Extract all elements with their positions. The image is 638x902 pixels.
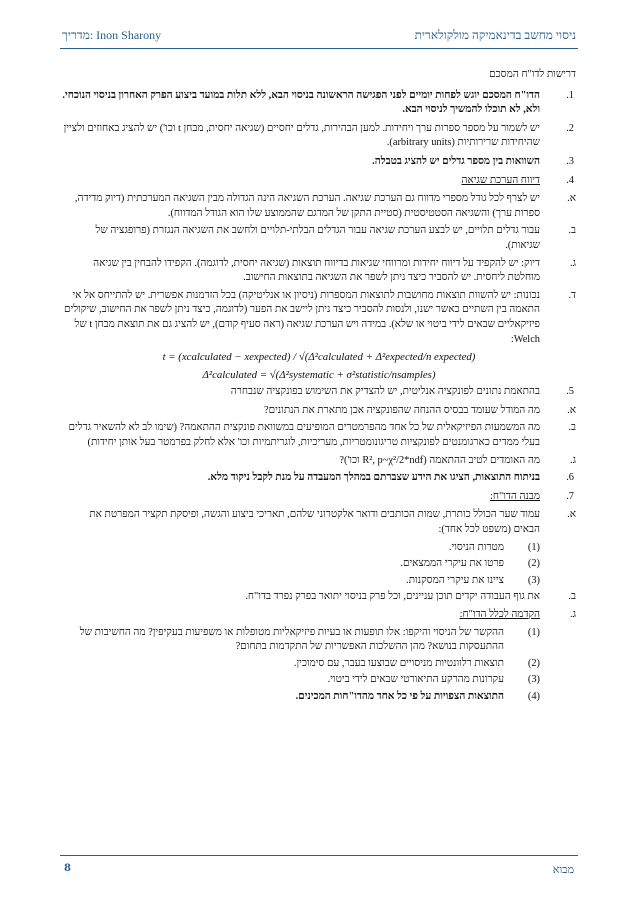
footer-divider bbox=[60, 855, 578, 856]
header-instructor: Inon Sharony :מדריך bbox=[62, 28, 162, 42]
formula-welch-t: t = (xcalculated − xexpected) / √(Δ²calculated + Δ²expected/n expected) bbox=[162, 351, 476, 364]
header-divider bbox=[60, 48, 578, 49]
item-number: 1. bbox=[566, 89, 574, 101]
sub-text: עבור גדלים תלויים, יש לבצע הערכת שגיאה עבור הגדלים הבלתי-תלויים ולחשב את השגיאה הנגזרת (פרופגציה של שגיאות). bbox=[95, 225, 540, 251]
nested-text: עקרונות מהרקע התיאורטי שבאים לידי ביטוי. bbox=[327, 674, 504, 686]
item-text: יש לשמור על מספר ספרות ערך ויחידות. למען הבהירות, גדלים יחסיים (שגיאה יחסית, מבחן t וכו') יש להציג באחוזים ולציין שהיחידות שרירותיות (arbitrary units). bbox=[63, 122, 540, 149]
sub-text: את גוף העבודה יקדים תוכן עניינים, וכל פרק בניסוי יתואר בפרק נפרד בדו"ח. bbox=[245, 591, 540, 603]
nested-item bbox=[62, 657, 576, 672]
sub-text: הקדמה לכלל הדו"ח: bbox=[459, 609, 540, 620]
sub-label: ב. bbox=[568, 422, 576, 434]
list-item bbox=[62, 122, 576, 151]
nested-item bbox=[62, 626, 576, 655]
page-number: 8 bbox=[64, 863, 71, 874]
sub-item bbox=[62, 404, 576, 419]
nested-text: התוצאות הצפויות על פי כל אחד מהדו"חות המכינים. bbox=[295, 690, 504, 702]
sub-label: ג. bbox=[569, 454, 576, 466]
sub-text: מה המודל שעומד בבסיס ההנחה שהפונקציה אכן מתארת את הנתונים? bbox=[263, 404, 540, 416]
sub-text: דיוק: יש להקפיד על דיווח יחידות ומרווחי שגיאות בדיווח תוצאות (שגיאה יחסית, לדוגמה). הקפידו להבחין בין שגיאה מוחלטת ליחסית. יש להסביר כיצד ניתן לשפר את השגיאה בתוצאות החישוב. bbox=[93, 257, 540, 284]
header-course-title: ניסוי מחשב בדינאמיקה מולקולארית bbox=[414, 28, 576, 42]
sub-label: ב. bbox=[568, 225, 576, 237]
nested-item bbox=[62, 557, 576, 572]
list-item bbox=[62, 385, 576, 400]
nested-item bbox=[62, 690, 576, 705]
nested-label: (3) bbox=[527, 574, 540, 586]
sub-item bbox=[62, 257, 576, 286]
sub-item bbox=[62, 454, 576, 469]
item-text: בהתאמת נתונים לפונקציה אנליטית, יש להצדיק את השימוש בפונקציה שנבחרה bbox=[230, 386, 540, 398]
sub-label: ב. bbox=[568, 591, 576, 603]
sub-item bbox=[62, 508, 576, 537]
item-text: דיווח הערכת שגיאה bbox=[461, 174, 540, 186]
sub-item bbox=[62, 608, 576, 623]
sub-label: ג. bbox=[569, 609, 576, 620]
item-text: השוואות בין מספר גדלים יש להציג בטבלה. bbox=[372, 155, 540, 167]
nested-text: מטרות הניסוי. bbox=[448, 541, 504, 553]
sub-label: ד. bbox=[568, 289, 576, 301]
formula-error: Δ²calculated = √(Δ²systematic + σ²statistic/nsamples) bbox=[202, 368, 436, 381]
nested-label: (2) bbox=[527, 657, 540, 669]
nested-item bbox=[62, 541, 576, 556]
nested-text: ההקשר של הניסוי והיקפו: אלו תופעות או בעיות פיזיקאליות מטופלות או משפיעות בעקיפין? מה החשיבות של ההתעסקות בנושא? מהן ההשלכות האפשריות של התקדמות בתחום? bbox=[79, 626, 504, 653]
nested-label: (4) bbox=[527, 690, 540, 702]
sub-text: יש לצרף לכל גודל מספרי מדווח גם הערכת שגיאה. הערכת השגיאה הינה הגדולה מבין השגיאה המערכתית (דיוק מדידה, ספרות ערך) והשגיאה הסטטיסטית (סטיית התקן של המדגם שהממוצע שלו הוא הגודל המדווח). bbox=[74, 193, 540, 219]
document-body bbox=[62, 68, 576, 707]
sub-item bbox=[62, 289, 576, 347]
list-item bbox=[62, 174, 576, 189]
nested-text: פרטו את עיקרי הממצאים. bbox=[400, 558, 504, 570]
sub-text: עמוד שער הכולל כותרת, שמות הכותבים ודואר אלקטרוני שלהם, תאריכי ביצוע והגשה, ופיסקת תקציר המפרטת את הבאים (משפט לכל אחד): bbox=[89, 509, 540, 536]
item-text: הדו"ח המסכם יוגש לפחות יומיים לפני הפגישה הראשונה בניסוי הבא, ללא תלות במועד ביצוע הפרק האחרון בניסוי הנוכחי. ולא, לא תוכלו להמשיך לניסוי הבא. bbox=[62, 89, 540, 116]
nested-item bbox=[62, 673, 576, 688]
nested-label: (3) bbox=[527, 674, 540, 686]
sub-label: ג. bbox=[569, 257, 576, 269]
item-number: 4. bbox=[566, 174, 574, 186]
nested-label: (2) bbox=[527, 558, 540, 570]
item-text: בניתוח התוצאות, הציגו את הידע שצברתם במהלך המעבדה על מנת לקבל ניקוד מלא. bbox=[207, 472, 540, 484]
nested-text: תוצאות רלוונטיות מניסויים שבוצעו בעבר, עם סימוכין. bbox=[293, 657, 504, 669]
item-number: 2. bbox=[566, 122, 574, 134]
section-title: דרישות לדו"ח המסכם bbox=[489, 69, 576, 80]
item-number: 3. bbox=[566, 155, 574, 167]
sub-item bbox=[62, 192, 576, 221]
sub-item bbox=[62, 590, 576, 605]
nested-text: ציינו את עיקרי המסקנות. bbox=[406, 574, 504, 586]
nested-item bbox=[62, 574, 576, 589]
list-item bbox=[62, 490, 576, 505]
nested-label: (1) bbox=[527, 541, 540, 553]
sub-text: מה המשמעות הפיזיקאלית של כל אחד מהפרמטרים המופיעים במשוואת פונקצית ההתאמה? (שימו לב לא להשאיר גדלים בעלי ממדים כארגומנטים לפונקציות טריגונומטריות, מעריכיות, לוגריתמיות וכו' אלא לחלק בפרמטר בעל אותן יחידות) bbox=[68, 422, 540, 449]
nested-label: (1) bbox=[527, 626, 540, 638]
sub-item bbox=[62, 224, 576, 253]
list-item bbox=[62, 471, 576, 486]
sub-label: א. bbox=[567, 193, 576, 205]
item-number: 6. bbox=[566, 472, 574, 484]
item-number: 7. bbox=[566, 490, 574, 502]
sub-label: א. bbox=[567, 509, 576, 521]
sub-text: נכונות: יש להשוות תוצאות מחושבות לתוצאות המספרות (ניסיון או אנליטיקה) בכל הזדמנות אפשרית. יש להתייחס אל אי התאמה בין השתיים כאשר ישנו, ולנסות להסביר כיצד ניתן ליישב את הפער (לדוגמה, כיצד ניתן לשפר את החישוב, שיקולים פיזיקאליים שבאים לידי ביטוי או שלא). במידה ויש הערכת שגיאה (ראה סעיף קודם), יש להציג גם את תוצאת מבחן t של Welch: bbox=[64, 289, 540, 345]
sub-item bbox=[62, 421, 576, 450]
item-text: מבנה הדו"ח: bbox=[489, 490, 540, 502]
sub-text: מה האומדים לטיב ההתאמה (R², p~χ²/2*ndf וכו')? bbox=[339, 454, 540, 466]
sub-label: א. bbox=[567, 404, 576, 416]
footer-section-label: מבוא bbox=[552, 863, 574, 876]
list-item bbox=[62, 155, 576, 170]
item-number: 5. bbox=[566, 386, 574, 398]
list-item bbox=[62, 89, 576, 118]
